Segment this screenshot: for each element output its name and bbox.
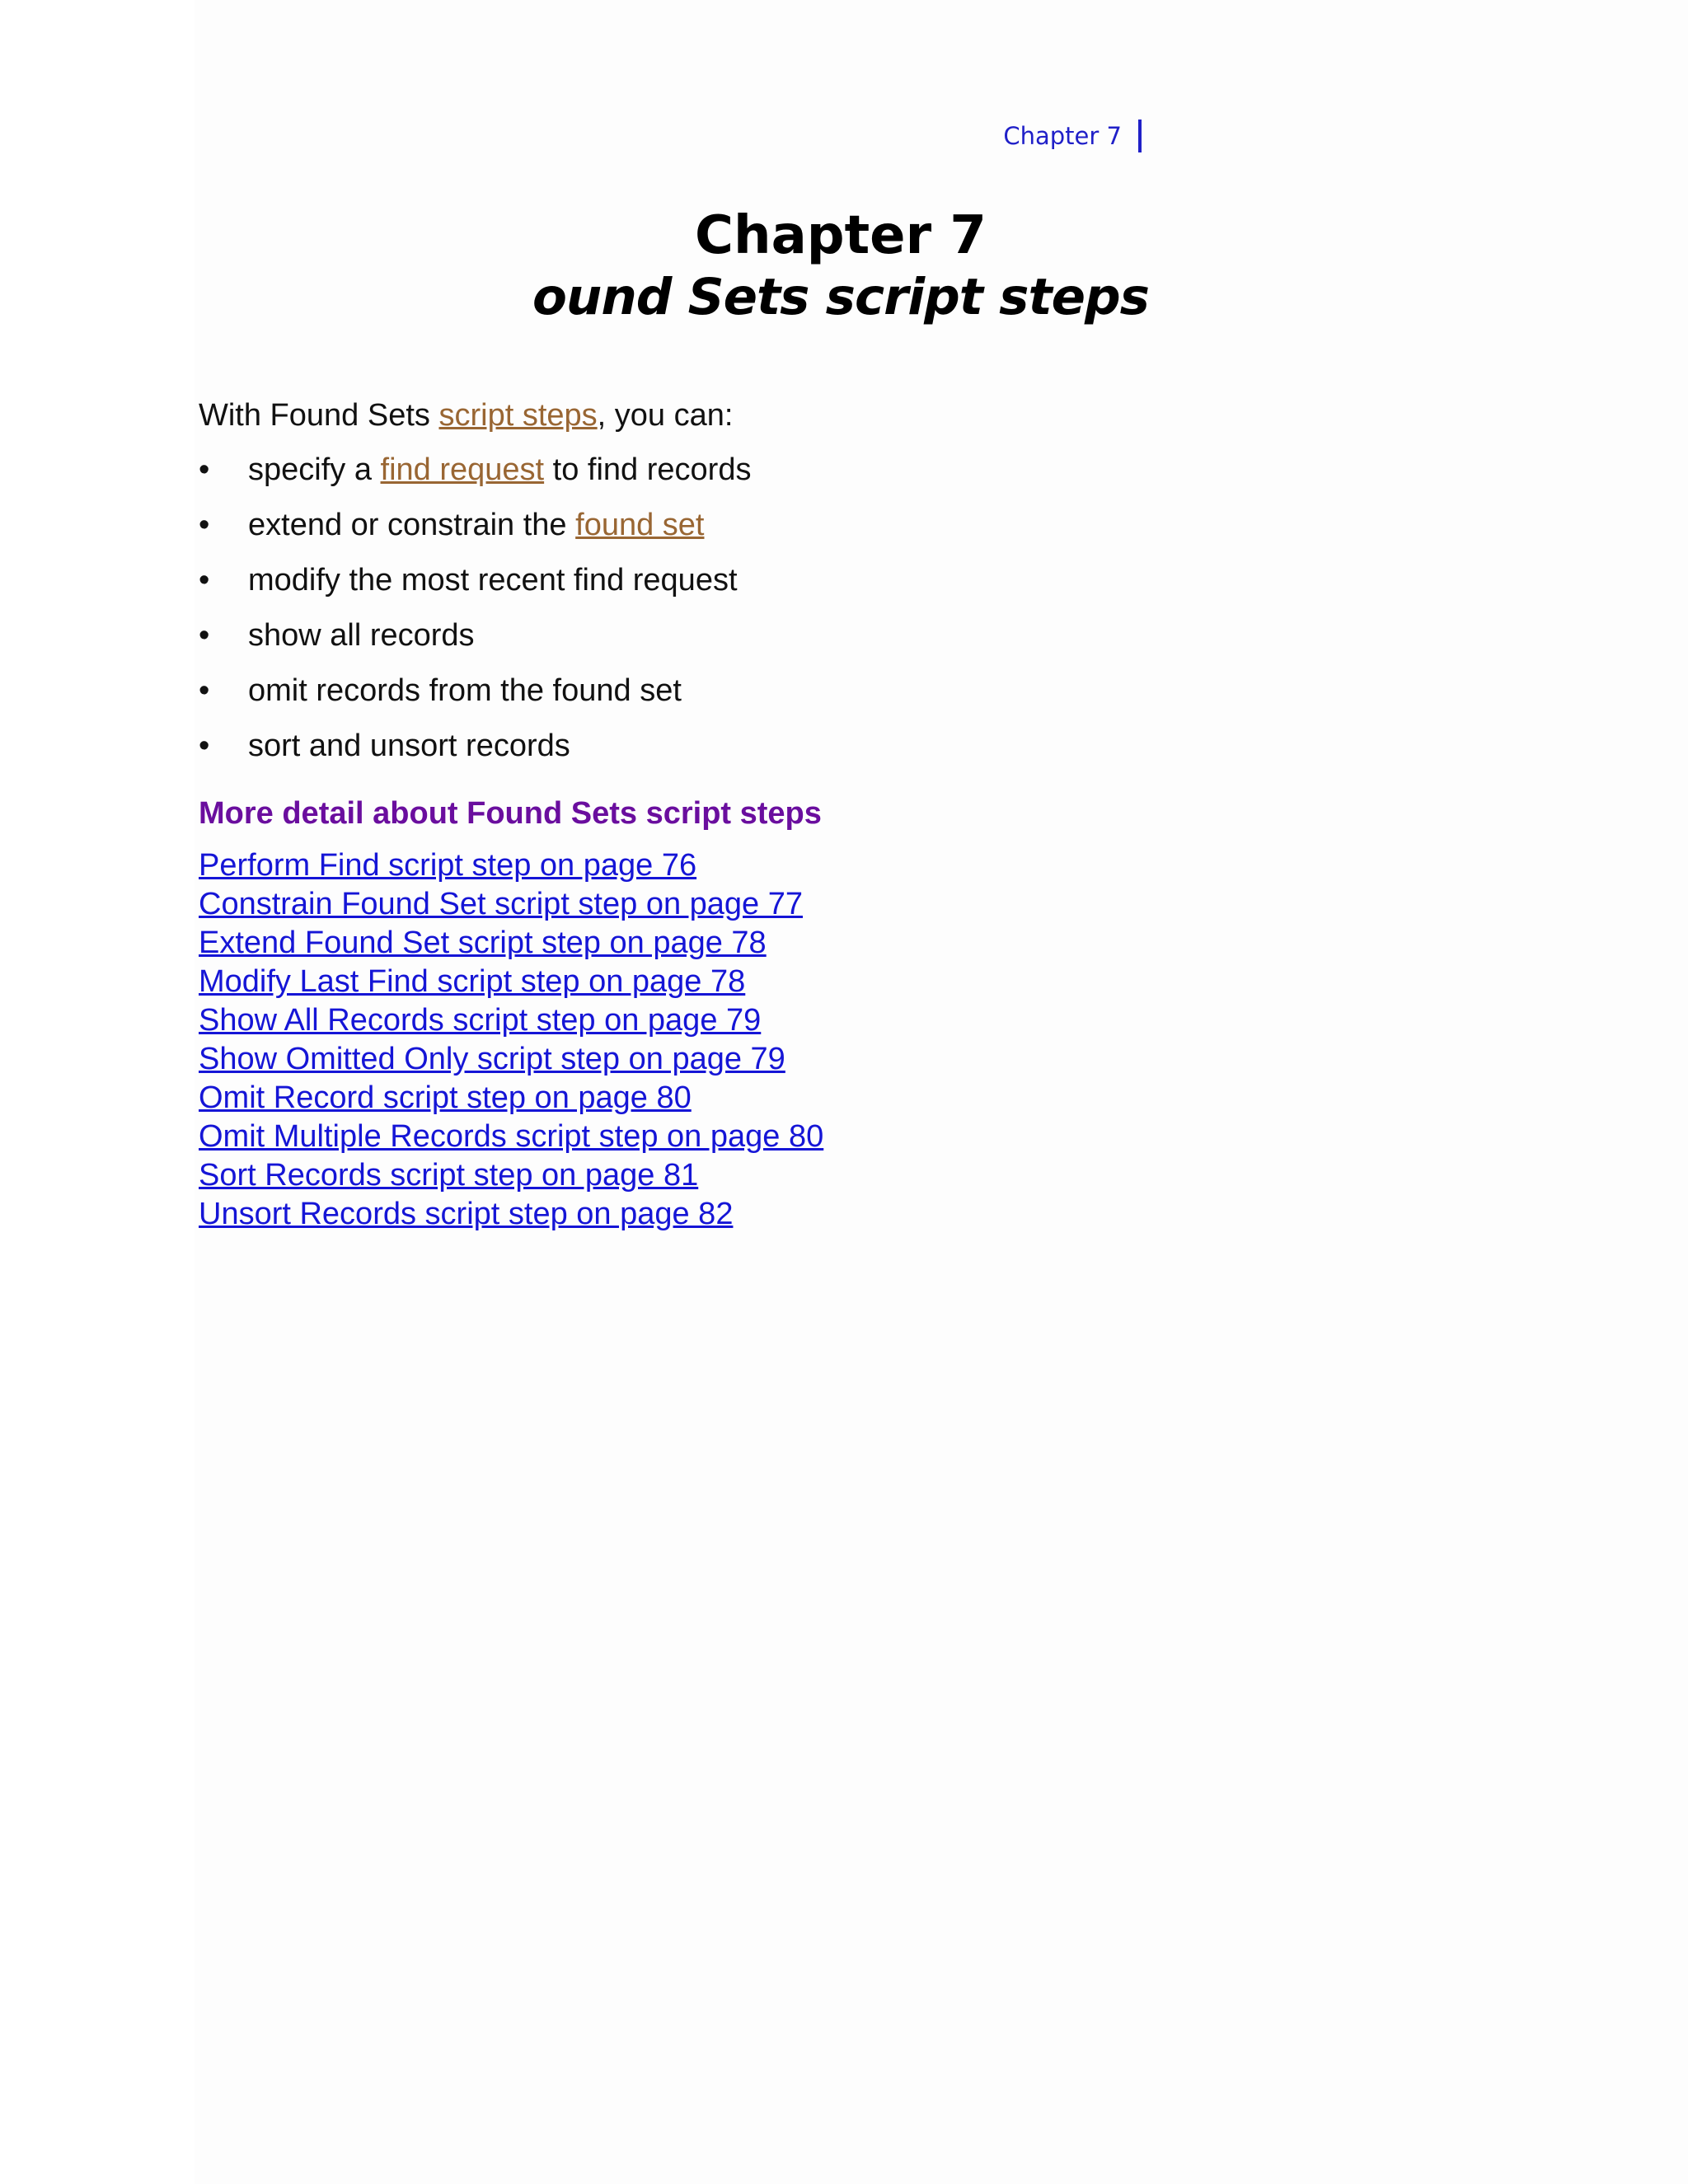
show-omitted-only-link[interactable]: Show Omitted Only script step on page 79 [199, 1042, 785, 1076]
running-header [907, 118, 1142, 154]
running-header-title: Chapter 7 [1003, 121, 1122, 150]
more-detail-heading: More detail about Found Sets script steps [199, 796, 822, 831]
chapter-number: Chapter 7 [695, 205, 987, 266]
related-topic-item [199, 1118, 1270, 1156]
bullet-marker: • [199, 563, 210, 598]
list-item [199, 559, 1270, 614]
intro-text-before: With Found Sets [199, 398, 439, 433]
chapter-title: ound Sets script steps [532, 267, 1149, 326]
omit-multiple-records-link[interactable]: Omit Multiple Records script step on page 80 [199, 1119, 824, 1154]
bullet-marker: • [199, 508, 210, 542]
list-item [199, 504, 1270, 559]
extend-found-set-link[interactable]: Extend Found Set script step on page 78 [199, 926, 767, 960]
capabilities-list [199, 448, 1270, 780]
related-topic-item [199, 1195, 1270, 1234]
found-set-glossary-link[interactable]: found set [575, 508, 705, 542]
list-item-text-before: specify a [248, 452, 381, 487]
sort-records-link[interactable]: Sort Records script step on page 81 [199, 1158, 699, 1193]
list-item [199, 724, 1270, 780]
show-all-records-link[interactable]: Show All Records script step on page 79 [199, 1003, 762, 1038]
bullet-marker: • [199, 618, 210, 653]
related-topic-item [199, 885, 1270, 924]
list-item [199, 448, 1270, 504]
list-item-text: sort and unsort records [248, 729, 570, 763]
chapter-body [199, 394, 1270, 1234]
related-topic-item [199, 846, 1270, 885]
list-item-text [248, 448, 751, 491]
list-item-text: modify the most recent find request [248, 563, 738, 598]
list-item-text [248, 504, 704, 546]
unsort-records-link[interactable]: Unsort Records script step on page 82 [199, 1197, 734, 1231]
chapter-title-block [528, 206, 1154, 327]
find-request-glossary-link[interactable]: find request [380, 452, 545, 487]
omit-record-link[interactable]: Omit Record script step on page 80 [199, 1080, 692, 1115]
list-item-text-after: to find records [544, 452, 752, 487]
related-topic-item [199, 924, 1270, 963]
bullet-marker: • [199, 729, 210, 763]
list-item-text: show all records [248, 618, 475, 653]
related-topic-item [199, 963, 1270, 1001]
list-item-text-before: extend or constrain the [248, 508, 576, 542]
bullet-marker: • [199, 673, 210, 708]
running-header-rule [1138, 120, 1142, 152]
related-topic-item [199, 1156, 1270, 1195]
intro-paragraph [199, 394, 1270, 437]
related-topic-item [199, 1001, 1270, 1040]
related-topic-item [199, 1040, 1270, 1079]
modify-last-find-link[interactable]: Modify Last Find script step on page 78 [199, 964, 746, 999]
list-item-text: omit records from the found set [248, 673, 682, 708]
constrain-found-set-link[interactable]: Constrain Found Set script step on page 77 [199, 887, 804, 921]
related-topics-list [199, 846, 1270, 1234]
list-item [199, 669, 1270, 724]
bullet-marker: • [199, 452, 210, 487]
related-topic-item [199, 1079, 1270, 1118]
intro-text-after: , you can: [597, 398, 734, 433]
perform-find-link[interactable]: Perform Find script step on page 76 [199, 848, 697, 883]
list-item [199, 614, 1270, 669]
script-steps-glossary-link[interactable]: script steps [438, 398, 598, 433]
